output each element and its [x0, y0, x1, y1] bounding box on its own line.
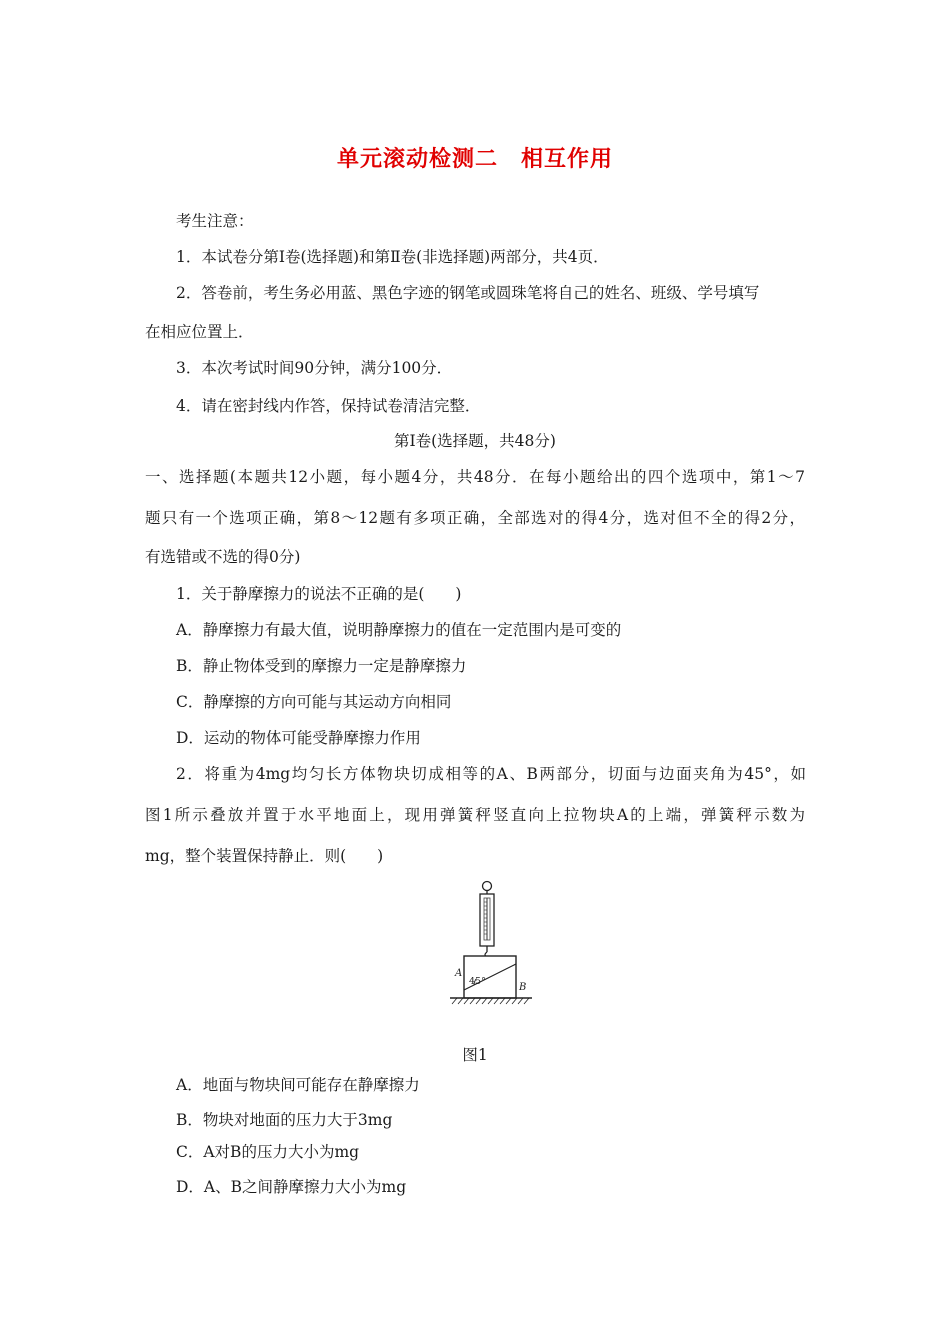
spring-scale-figure: [440, 880, 550, 1015]
question-2-option-b: B．物块对地面的压力大于3mg: [176, 1111, 393, 1129]
notice-item: 4．请在密封线内作答，保持试卷清洁完整．: [176, 397, 481, 415]
ground-hatching: [452, 998, 529, 1004]
section-instructions: 一、选择题(本题共12小题，每小题4分，共48分．在每小题给出的四个选项中，第1～7: [145, 468, 805, 486]
question-2-option-c: C．A对B的压力大小为mg: [176, 1143, 360, 1161]
notice-heading: 考生注意：: [176, 212, 254, 230]
question-2-stem: 图1所示叠放并置于水平地面上，现用弹簧秤竖直向上拉物块A的上端，弹簧秤示数为: [145, 806, 805, 824]
page-title: 单元滚动检测二 相互作用: [336, 147, 613, 172]
question-1-stem: 1．关于静摩擦力的说法不正确的是( ): [176, 585, 462, 603]
question-2-stem: mg，整个装置保持静止．则( ): [145, 847, 384, 865]
question-1-option-c: C．静摩擦的方向可能与其运动方向相同: [176, 693, 452, 711]
section-instructions: 有选错或不选的得0分): [145, 548, 301, 566]
question-2-option-a: A．地面与物块间可能存在静摩擦力: [176, 1076, 420, 1094]
question-2-stem: 2．将重为4mg均匀长方体物块切成相等的A、B两部分，切面与边面夹角为45°，如: [176, 765, 806, 783]
question-2-option-d: D．A、B之间静摩擦力大小为mg: [176, 1178, 407, 1196]
section-title: 第Ⅰ卷(选择题，共48分): [394, 432, 556, 450]
angle-label: 45°: [469, 976, 486, 987]
question-1-option-a: A．静摩擦力有最大值，说明静摩擦力的值在一定范围内是可变的: [176, 621, 622, 639]
block-b-label: B: [519, 982, 527, 993]
notice-item: 3．本次考试时间90分钟，满分100分．: [176, 359, 453, 377]
block-a-label: A: [455, 968, 463, 979]
notice-item: 1．本试卷分第Ⅰ卷(选择题)和第Ⅱ卷(非选择题)两部分，共4页．: [176, 248, 609, 266]
scale-ring-icon: [483, 882, 492, 891]
notice-item: 2．答卷前，考生务必用蓝、黑色字迹的钢笔或圆珠笔将自己的姓名、班级、学号填写: [176, 284, 760, 302]
question-1-option-d: D．运动的物体可能受静摩擦力作用: [176, 729, 421, 747]
question-1-option-b: B．静止物体受到的摩擦力一定是静摩擦力: [176, 657, 467, 675]
notice-item-continued: 在相应位置上．: [145, 323, 254, 341]
section-instructions: 题只有一个选项正确，第8～12题有多项正确，全部选对的得4分，选对但不全的得2分，: [145, 509, 805, 527]
figure-caption: 图1: [462, 1046, 488, 1064]
